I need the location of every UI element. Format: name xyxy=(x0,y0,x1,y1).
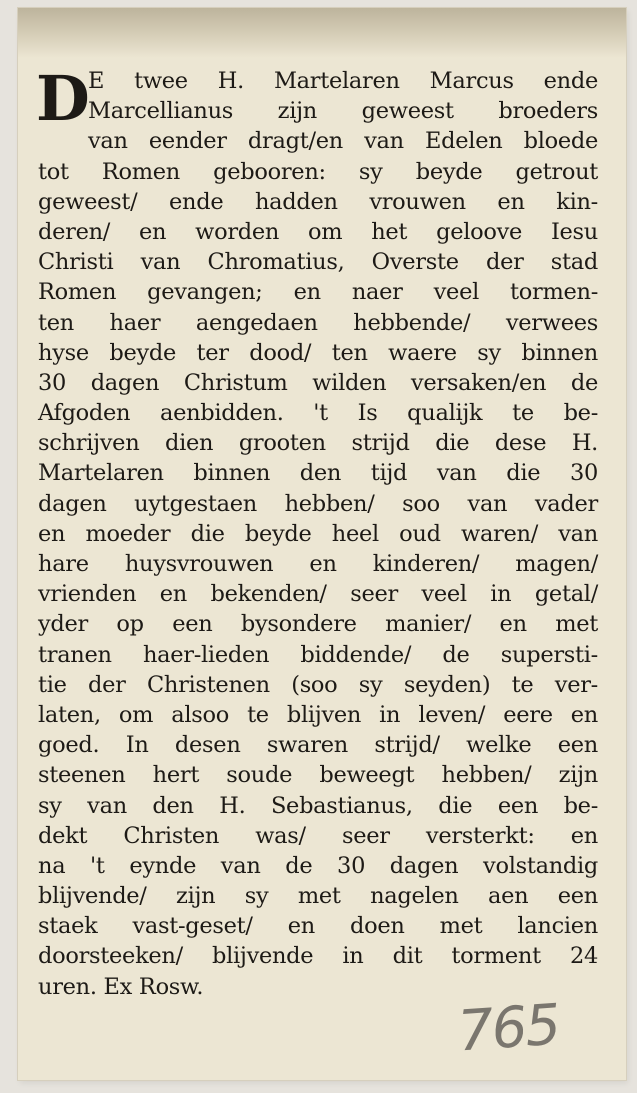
text-line: ten haer aengedaen hebbende/ verwees xyxy=(38,309,598,336)
text-line: na 't eynde van de 30 dagen volstandig xyxy=(38,852,598,879)
text-line: vrienden en bekenden/ seer veel in getal/ xyxy=(38,581,598,608)
text-line: tie der Christenen (soo sy seyden) te ver- xyxy=(38,671,598,698)
text-line: en moeder die beyde heel oud waren/ van xyxy=(38,520,598,547)
text-line: Afgoden aenbidden. 't Is qualijk te be- xyxy=(38,400,598,427)
text-line: goed. In desen swaren strijd/ welke een xyxy=(38,732,598,759)
text-line: tranen haer-lieden biddende/ de supersti- xyxy=(38,641,598,668)
text-line: Romen gevangen; en naer veel tormen- xyxy=(38,279,598,306)
text-line: tot Romen gebooren: sy beyde getrout xyxy=(38,158,598,185)
text-line: deren/ en worden om het geloove Iesu xyxy=(38,218,598,245)
text-line: dekt Christen was/ seer versterkt: en xyxy=(38,822,598,849)
text-line: blijvende/ zijn sy met nagelen aen een xyxy=(38,883,598,910)
text-line: geweest/ ende hadden vrouwen en kin- xyxy=(38,188,598,215)
drop-cap: D xyxy=(36,62,90,135)
document-page xyxy=(18,8,626,1080)
text-line: doorsteeken/ blijvende in dit torment 24 xyxy=(38,943,598,970)
text-line: dagen uytgestaen hebben/ soo van vader xyxy=(38,490,598,517)
text-line: steenen hert soude beweegt hebben/ zijn xyxy=(38,762,598,789)
text-line: yder op een bysondere manier/ en met xyxy=(38,611,598,638)
text-line: hyse beyde ter dood/ ten waere sy binnen xyxy=(38,339,598,366)
handwritten-page-number: 765 xyxy=(455,992,562,1065)
text-line: uren. Ex Rosw. xyxy=(38,973,204,1000)
text-line: laten, om alsoo te blijven in leven/ eere en xyxy=(38,701,598,728)
text-line: schrijven dien grooten strijd die dese H. xyxy=(38,430,598,457)
text-line: Marcellianus zijn geweest broeders xyxy=(88,98,598,125)
text-line: E twee H. Martelaren Marcus ende xyxy=(88,68,598,94)
text-line: Christi van Chromatius, Overste der stad xyxy=(38,249,598,276)
text-line: Martelaren binnen den tijd van die 30 xyxy=(38,460,598,487)
text-line: van eender dragt/en van Edelen bloede xyxy=(88,128,598,155)
text-line: 30 dagen Christum wilden versaken/en de xyxy=(38,369,598,396)
body-text xyxy=(36,62,598,1002)
text-line: hare huysvrouwen en kinderen/ magen/ xyxy=(38,551,598,577)
text-line: sy van den H. Sebastianus, die een be- xyxy=(38,792,598,819)
text-line: staek vast-geset/ en doen met lancien xyxy=(38,913,598,940)
